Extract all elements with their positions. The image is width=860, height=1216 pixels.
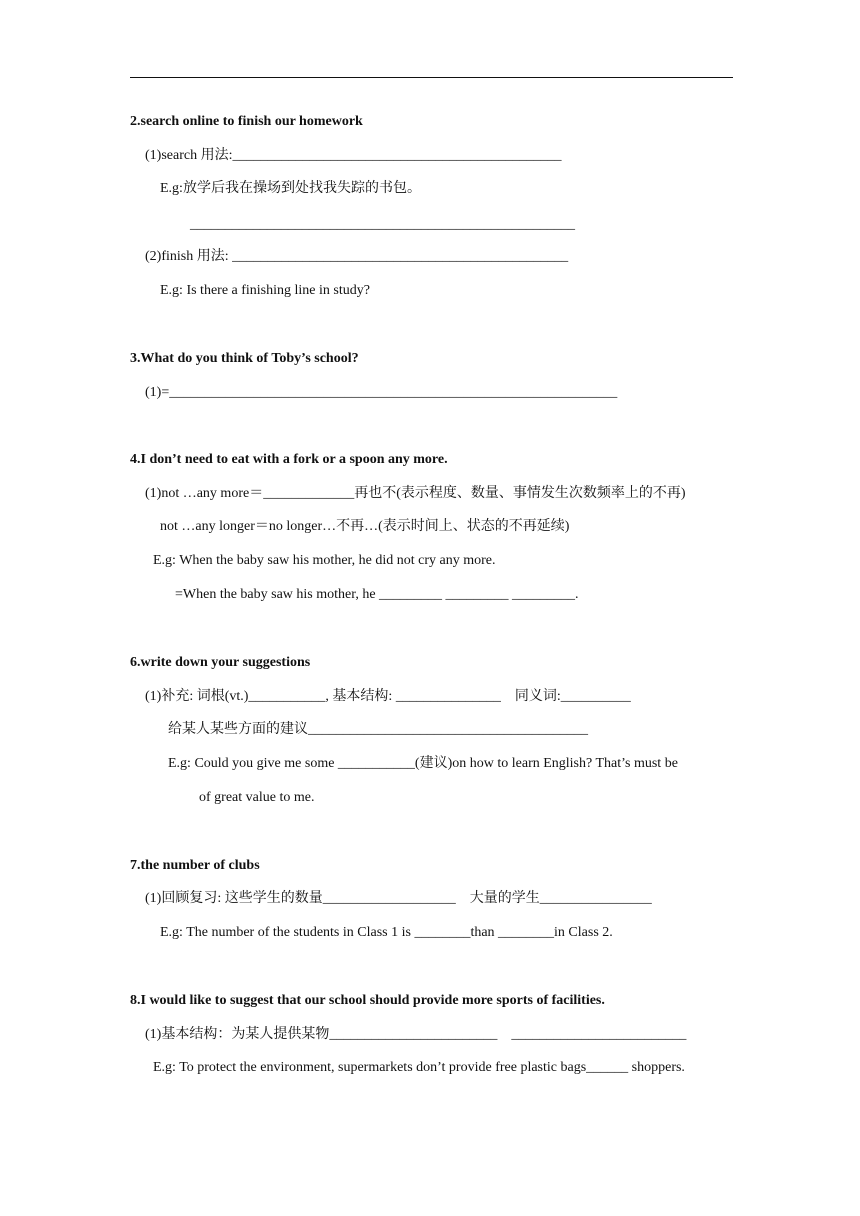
section-heading: 8.I would like to suggest that our school should provide more sports of facilities. bbox=[130, 993, 605, 1008]
example-line: E.g: Could you give me some ___________(建议)on how to learn English? That’s must be bbox=[168, 756, 678, 771]
example-line: of great value to me. bbox=[199, 790, 315, 805]
section-heading: 7.the number of clubs bbox=[130, 858, 260, 873]
section-heading: 4.I don’t need to eat with a fork or a spoon any more. bbox=[130, 452, 448, 467]
answer-blank-line: _______________________________________________________ bbox=[190, 217, 575, 232]
exercise-line: (1)not …any more＝_____________再也不(表示程度、数量、事情发生次数频率上的不再) bbox=[145, 486, 686, 501]
exercise-line: (1)补充: 词根(vt.)___________, 基本结构: _______________ 同义词:__________ bbox=[145, 689, 631, 704]
exercise-line: not …any longer＝no longer…不再…(表示时间上、状态的不再延续) bbox=[160, 519, 570, 534]
exercise-line: (2)finish 用法: ________________________________________________ bbox=[145, 249, 569, 264]
section-heading: 3.What do you think of Toby’s school? bbox=[130, 351, 359, 366]
exercise-line: (1)回顾复习: 这些学生的数量___________________ 大量的学生________________ bbox=[145, 891, 652, 906]
example-line: E.g: Is there a finishing line in study? bbox=[160, 283, 370, 298]
exercise-line: 给某人某些方面的建议________________________________________ bbox=[168, 722, 588, 737]
exercise-line: (1)=________________________________________________________________ bbox=[145, 385, 618, 400]
example-line: E.g: The number of the students in Class 1 is ________than ________in Class 2. bbox=[160, 925, 613, 940]
example-line: =When the baby saw his mother, he _________ _________ _________. bbox=[175, 587, 579, 602]
exercise-line: (1)基本结构：为某人提供某物________________________ _________________________ bbox=[145, 1027, 687, 1042]
example-line: E.g:放学后我在操场到处找我失踪的书包。 bbox=[160, 181, 421, 196]
exercise-line: (1)search 用法:_______________________________________________ bbox=[145, 148, 562, 163]
example-line: E.g: When the baby saw his mother, he did not cry any more. bbox=[153, 553, 496, 568]
section-heading: 6.write down your suggestions bbox=[130, 655, 311, 670]
header-rule bbox=[130, 77, 733, 78]
example-line: E.g: To protect the environment, supermarkets don’t provide free plastic bags______ shoppers. bbox=[153, 1060, 685, 1075]
section-heading: 2.search online to finish our homework bbox=[130, 114, 363, 129]
